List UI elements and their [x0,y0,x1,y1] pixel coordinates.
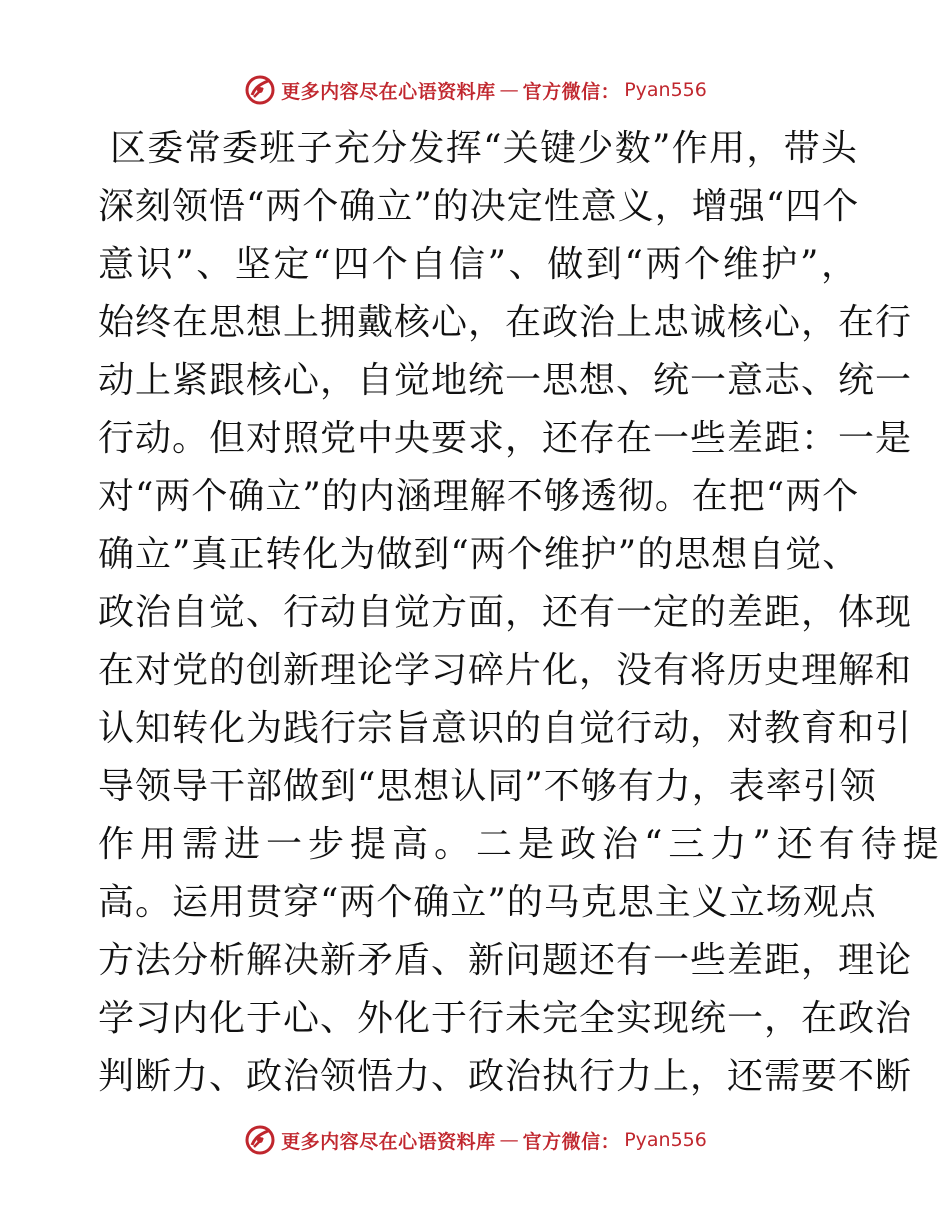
text-line: 政治自觉、行动自觉方面，还有一定的差距，体现 [98,592,913,633]
text-line: 方法分析解决新矛盾、新问题还有一些差距，理论 [98,940,913,981]
text-line: 判断力、政治领悟力、政治执行力上，还需要不断 [98,1056,913,1097]
watermark-wechat-label: 官方微信： [522,80,621,103]
header-watermark [0,72,950,108]
watermark-separator: — [499,1129,519,1151]
text-line: 导领导干部做到“思想认同”不够有力，表率引领 [98,766,877,807]
text-line: 在对党的创新理论学习碎片化，没有将历史理解和 [98,650,913,691]
watermark-brand-text: 更多内容尽在心语资料库 [281,80,496,103]
text-line: 意识”、坚定“四个自信”、做到“两个维护”， [98,244,858,285]
watermark-wechat-label: 官方微信： [522,1130,621,1153]
text-line: 深刻领悟“两个确立”的决定性意义，增强“四个 [98,186,860,227]
text-line: 学习内化于心、外化于行未完全实现统一，在政治 [98,998,913,1039]
text-line: 高。运用贯穿“两个确立”的马克思主义立场观点 [98,882,877,923]
text-line: 区委常委班子充分发挥“关键少数”作用，带头 [110,128,858,169]
watermark-brand-text: 更多内容尽在心语资料库 [281,1130,496,1153]
text-line: 认知转化为践行宗旨意识的自觉行动，对教育和引 [98,708,913,749]
text-line: 行动。但对照党中央要求，还存在一些差距：一是 [98,418,913,459]
text-line: 动上紧跟核心，自觉地统一思想、统一意志、统一 [98,360,913,401]
logo-icon [243,1123,277,1157]
text-line: 作用需进一步提高。二是政治“三力”还有待提 [98,824,945,865]
watermark-separator: — [499,79,519,101]
text-line: 始终在思想上拥戴核心，在政治上忠诚核心，在行 [98,302,913,343]
document-body [98,120,945,1106]
text-line: 确立”真正转化为做到“两个维护”的思想自觉、 [98,534,860,575]
footer-watermark [0,1122,950,1158]
logo-icon [243,73,277,107]
text-line: 对“两个确立”的内涵理解不够透彻。在把“两个 [98,476,860,517]
watermark-wechat-id: Pyan556 [624,1129,707,1151]
watermark-wechat-id: Pyan556 [624,79,707,101]
